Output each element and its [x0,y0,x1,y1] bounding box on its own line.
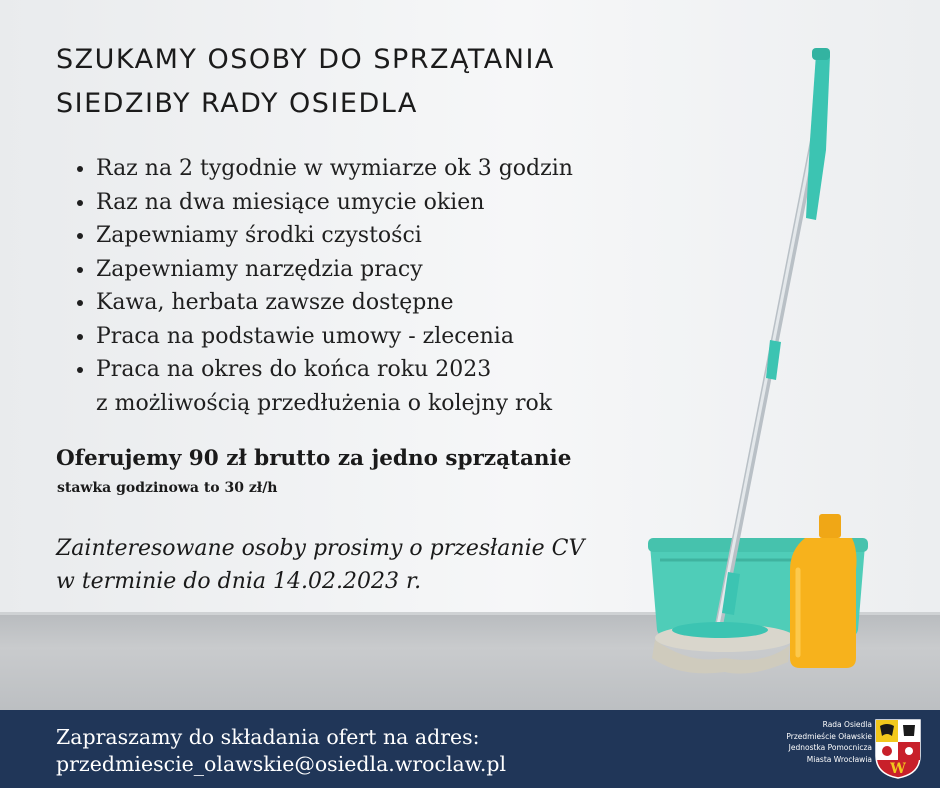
list-item-text: Praca na okres do końca roku 2023 [96,357,492,382]
list-item [96,253,573,287]
crest-letter: W [890,761,906,777]
title-line-2: SIEDZIBY RADY OSIEDLA [56,88,418,119]
org-line: Miasta Wrocławia [806,754,872,764]
list-item-text: Praca na podstawie umowy - zlecenia [96,323,514,349]
footer-invite: Zapraszamy do składania ofert na adres: [56,725,480,749]
call-to-action [56,532,584,598]
list-item [96,152,573,186]
list-item-text: Raz na 2 tygodnie w wymiarze ok 3 godzin [96,156,573,181]
email-address[interactable]: przedmiescie_olawskie@osiedla.wroclaw.pl [56,752,507,776]
offer-text: Oferujemy 90 zł brutto za jedno sprzątanie [56,446,572,471]
footer-bar [0,710,940,788]
list-item [96,320,573,354]
page-title [56,38,555,126]
org-line: Przedmieście Oławskie [786,731,872,741]
list-item [96,186,573,220]
list-item [96,219,573,253]
list-item-text: Zapewniamy narzędzia pracy [96,256,423,282]
list-item-text: Raz na dwa miesiące umycie okien [96,189,485,215]
list-item-continuation: z możliwością przedłużenia o kolejny rok [96,390,553,416]
org-line: Jednostka Pomocnicza [788,743,872,752]
wroclaw-crest-icon [874,718,922,780]
title-line-1: SZUKAMY OSOBY DO SPRZĄTANIA [56,44,555,75]
list-item [96,286,573,320]
organization-label [786,719,872,765]
list-item-text: Zapewniamy środki czystości [96,223,422,248]
mop-bucket-illustration [630,40,930,680]
requirements-list [70,152,573,420]
cta-line-1: Zainteresowane osoby prosimy o przesłanie CV [56,536,585,561]
list-item-text: Kawa, herbata zawsze dostępne [96,290,454,315]
detergent-bottle-illustration [790,514,857,668]
hourly-rate-text: stawka godzinowa to 30 zł/h [57,480,278,496]
org-line: Rada Osiedla [822,720,872,729]
footer-contact [56,724,506,778]
cta-line-2: w terminie do dnia 14.02.2023 r. [56,569,422,594]
list-item [96,353,573,420]
